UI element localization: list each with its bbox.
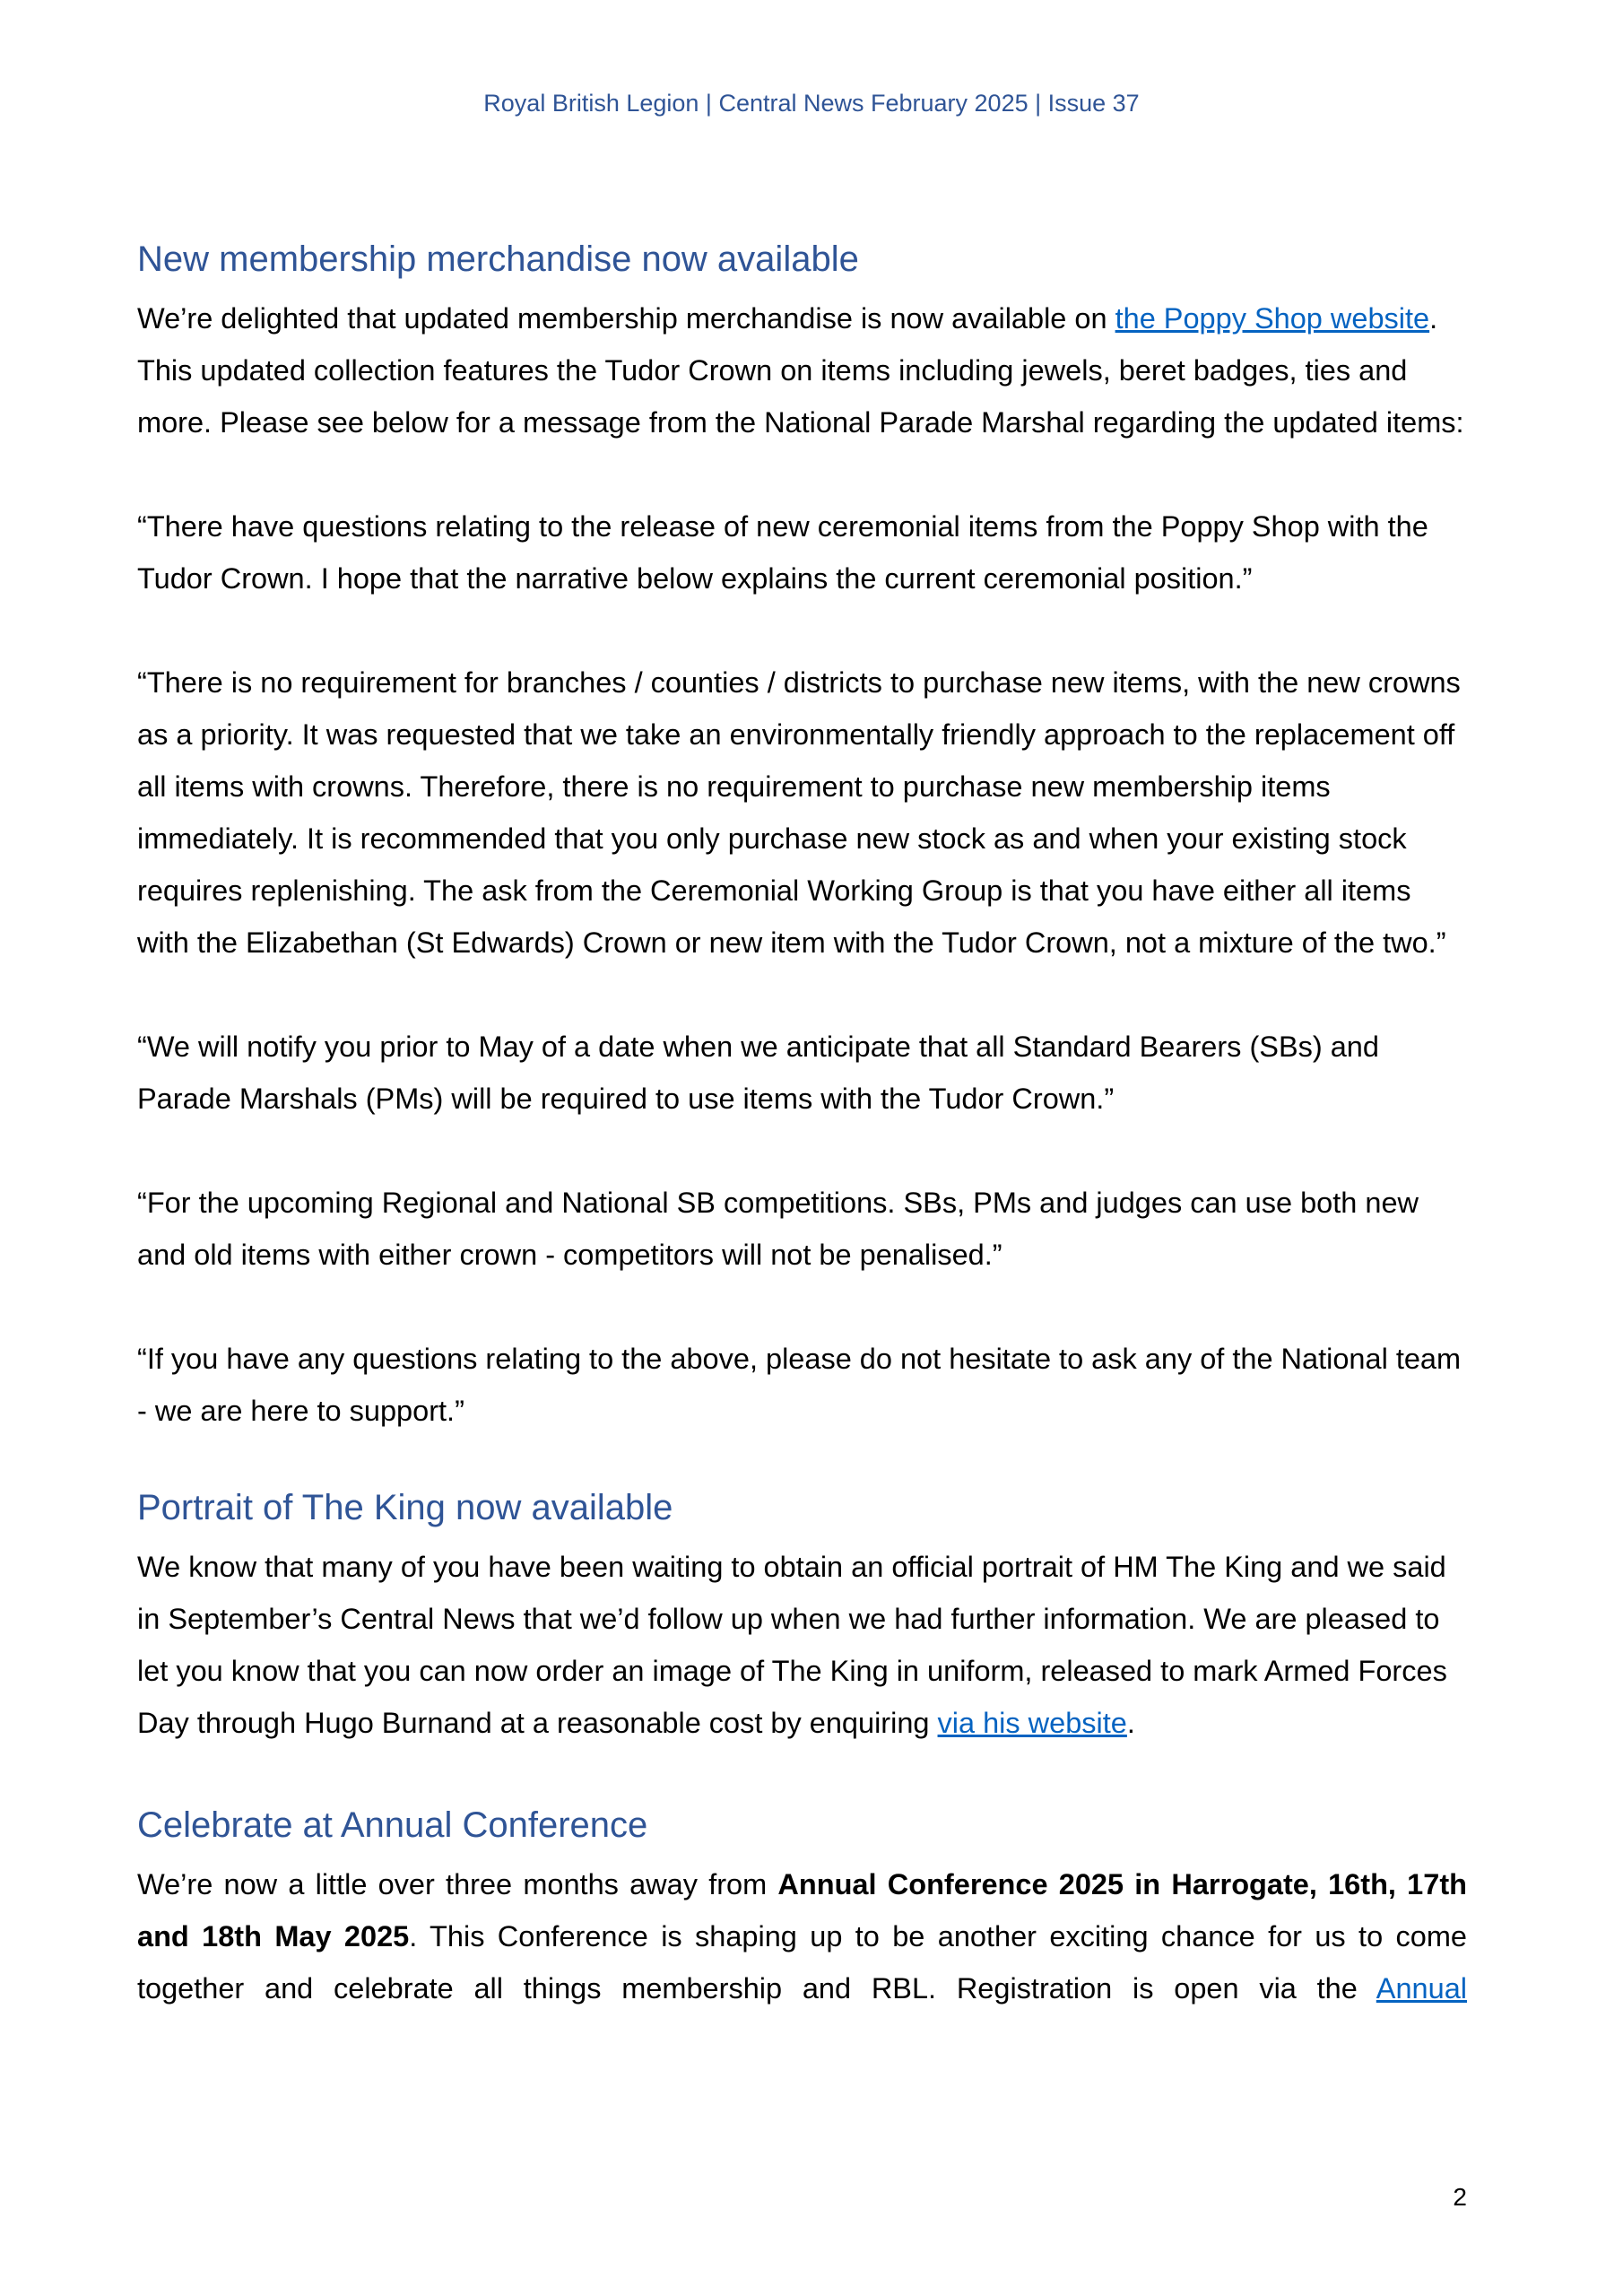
membership-quote-5: “If you have any questions relating to the above, please do not hesitate to ask any of the National team - we are here to support.” (137, 1343, 1462, 1427)
portrait-section (137, 1483, 1467, 1749)
poppy-shop-link[interactable]: the Poppy Shop website (1115, 302, 1430, 335)
portrait-heading: Portrait of The King now available (137, 1488, 673, 1527)
membership-section (137, 235, 1467, 1437)
membership-quote-4: “For the upcoming Regional and National SB competitions. SBs, PMs and judges can use both new and old items with either crown - competitors will not be penalised.” (137, 1187, 1419, 1271)
membership-quote-1: “There have questions relating to the release of new ceremonial items from the Poppy Shop with the Tudor Crown. I hope that the narrative below explains the current ceremonial position.” (137, 510, 1428, 595)
page-number: 2 (1453, 2183, 1467, 2211)
conference-dates-bold: Annual Conference 2025 in Harrogate, 16th, 17th and 18th May 2025 (137, 1868, 1467, 1952)
membership-intro-text: We’re delighted that updated membership merchandise is now available on (137, 302, 1115, 335)
page-content (137, 235, 1467, 2014)
membership-heading: New membership merchandise now available (137, 239, 859, 279)
annual-conference-link[interactable]: Annual (1376, 1972, 1467, 2005)
portrait-body-end: . (1126, 1707, 1135, 1739)
portrait-website-link[interactable]: via his website (937, 1707, 1127, 1739)
membership-intro (137, 292, 1467, 448)
portrait-body (137, 1541, 1467, 1749)
membership-intro-text-2: . This updated collection features the Tudor Crown on items including jewels, beret badges, ties and more. Please see below for a message from the National Parade Marshal regarding the updated items: (137, 302, 1464, 439)
conference-body (137, 1858, 1467, 2014)
membership-quote-2: “There is no requirement for branches / counties / districts to purchase new items, with the new crowns as a priority. It was requested that we take an environmentally friendly approach to the replacement off all items with crowns. Therefore, there is no requirement to purchase new membership items immediately. It is recommended that you only purchase new stock as and when your existing stock requires replenishing. The ask from the Ceremonial Working Group is that you have either all items with the Elizabethan (St Edwards) Crown or new item with the Tudor Crown, not a mixture of the two.” (137, 666, 1461, 959)
conference-body-text: We’re now a little over three months away from (137, 1868, 778, 1900)
running-header: Royal British Legion | Central News February 2025 | Issue 37 (483, 90, 1140, 117)
conference-heading: Celebrate at Annual Conference (137, 1805, 648, 1845)
portrait-body-text: We know that many of you have been waiting to obtain an official portrait of HM The King and we said in September’s Central News that we’d follow up when we had further information. We are pleased to let you know that you can now order an image of The King in uniform, released to mark Armed Forces Day through Hugo Burnand at a reasonable cost by enquiring (137, 1551, 1447, 1739)
conference-body-text-2: . This Conference is shaping up to be another exciting chance for us to come together and celebrate all things membership and RBL. Registration is open via the (137, 1920, 1467, 2005)
membership-quote-3: “We will notify you prior to May of a date when we anticipate that all Standard Bearers (SBs) and Parade Marshals (PMs) will be required to use items with the Tudor Crown.” (137, 1031, 1379, 1115)
conference-section (137, 1801, 1467, 2014)
